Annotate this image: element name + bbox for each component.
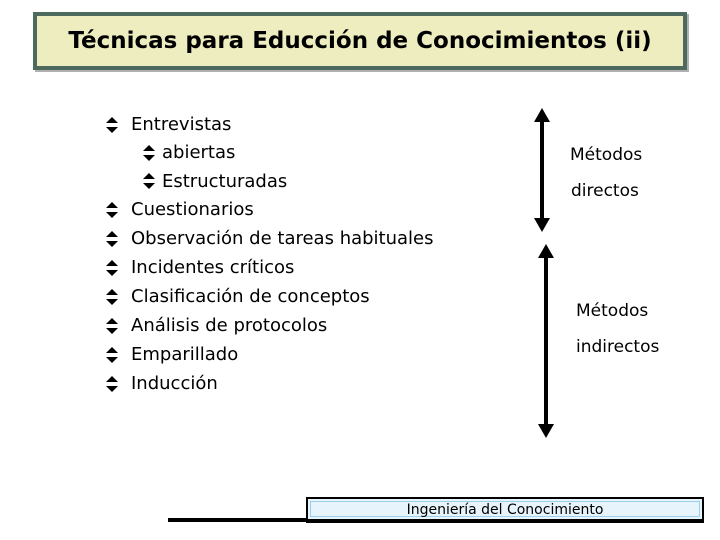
title-box bbox=[33, 12, 687, 70]
indirect-methods-label-1: Métodos bbox=[576, 301, 649, 321]
bullet-icon bbox=[106, 347, 118, 363]
list-item: Entrevistas bbox=[131, 114, 232, 135]
list-item: Cuestionarios bbox=[131, 199, 254, 220]
bullet-icon bbox=[106, 318, 118, 334]
bullet-icon bbox=[106, 260, 118, 276]
indirect-methods-arrow-icon bbox=[538, 244, 554, 438]
list-item: Observación de tareas habituales bbox=[131, 228, 434, 249]
list-item: Clasificación de conceptos bbox=[131, 286, 370, 307]
bullet-icon bbox=[143, 145, 155, 161]
footer-rule bbox=[168, 518, 308, 522]
bullet-icon bbox=[106, 117, 118, 133]
direct-methods-arrow-icon bbox=[534, 108, 550, 232]
list-item: Análisis de protocolos bbox=[131, 315, 328, 336]
list-item: Incidentes críticos bbox=[131, 257, 295, 278]
direct-methods-label-2: directos bbox=[571, 181, 639, 201]
list-item: Emparillado bbox=[131, 344, 239, 365]
indirect-methods-label-2: indirectos bbox=[576, 337, 660, 357]
footer-box bbox=[306, 497, 704, 523]
list-item: Inducción bbox=[131, 373, 218, 394]
bullet-icon bbox=[106, 289, 118, 305]
direct-methods-label-1: Métodos bbox=[570, 145, 643, 165]
bullet-icon bbox=[106, 231, 118, 247]
bullet-icon bbox=[106, 376, 118, 392]
list-subitem: abiertas bbox=[162, 142, 236, 163]
slide-title: Técnicas para Educción de Conocimientos (ii) bbox=[68, 28, 652, 54]
bullet-icon bbox=[106, 202, 118, 218]
bullet-icon bbox=[143, 173, 155, 189]
footer-text: Ingeniería del Conocimiento bbox=[406, 502, 604, 518]
list-subitem: Estructuradas bbox=[162, 171, 288, 192]
